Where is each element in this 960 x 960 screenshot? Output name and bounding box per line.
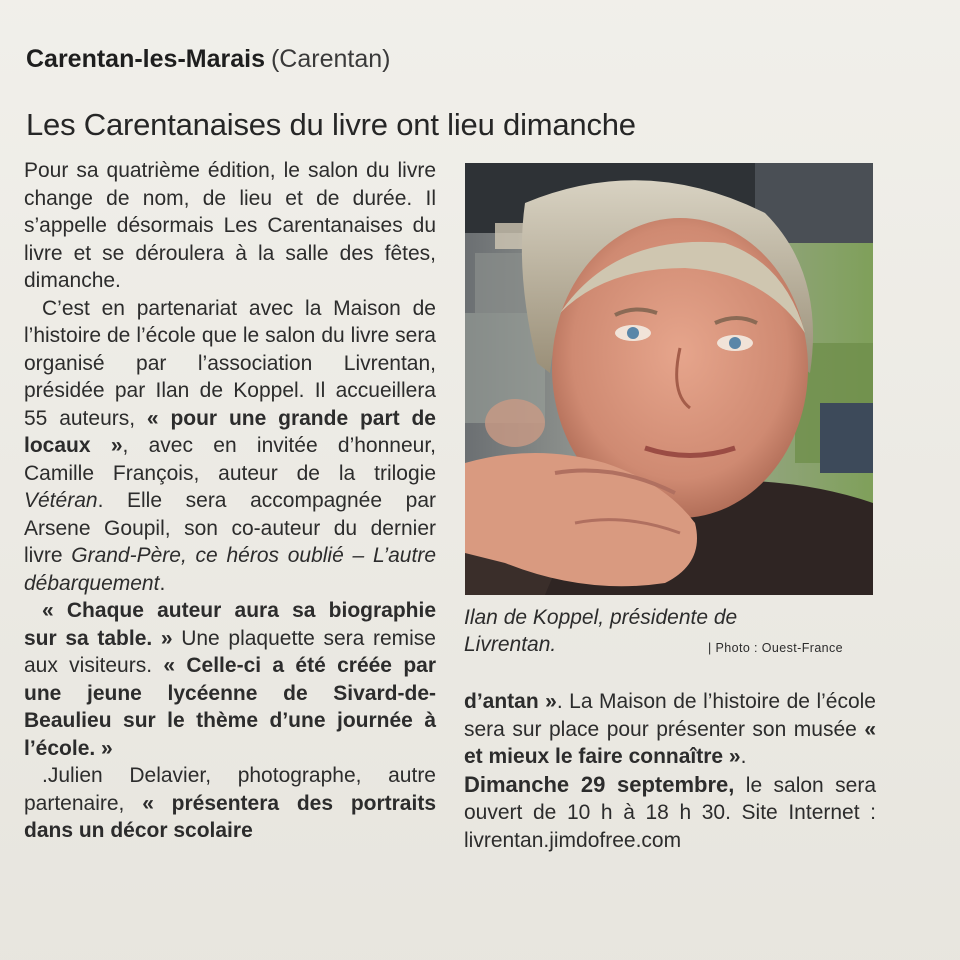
text-run: .Julien Delavier, photographe, autre partenaire,	[24, 764, 436, 815]
rubric-town: (Carentan)	[270, 45, 391, 73]
article-column-right	[464, 688, 876, 854]
quote-run: « pour une grande part de locaux »	[24, 406, 436, 457]
photo-credit: | Photo : Ouest-France	[708, 641, 844, 655]
text-run: . Elle sera accompagnée par Arsene Goupil, son co-auteur du dernier livre	[24, 489, 436, 567]
portrait-photo	[465, 163, 873, 595]
paragraph-intro: Pour sa quatrième édition, le salon du livre change de nom, de lieu et de durée. Il s’appelle désormais Les Carentanaises du livre et se déroulera à la salle des fêtes, dimanche.	[24, 159, 436, 292]
paragraph-photographer	[24, 762, 436, 845]
event-details: le salon sera ouvert de 10 h à 18 h 30. Site Internet : livrentan.jimdofree.com	[464, 773, 876, 852]
photo-caption: Ilan de Koppel, présidente de Livrentan.	[464, 606, 738, 656]
book-title: Grand-Père, ce héros oublié – L’autre débarquement	[24, 544, 436, 595]
rubric-place: Carentan-les-Marais	[26, 45, 265, 73]
paragraph-partnership	[24, 295, 436, 598]
quote-run: « Celle-ci a été créée par une jeune lycéenne de Sivard-de-Beaulieu sur le thème d’une journée à l’école. »	[24, 654, 436, 760]
book-title: Vétéran	[24, 489, 98, 512]
quote-run: « et mieux le faire connaître »	[464, 717, 876, 768]
article-column-left	[24, 157, 436, 845]
text-run: C’est en partenariat avec la Maison de l’histoire de l’école que le salon du livre sera organisé par l’association Livrentan, présidée par Ilan de Koppel. Il accueillera 55 auteurs,	[24, 296, 436, 430]
article-headline: Les Carentanaises du livre ont lieu dimanche	[26, 107, 636, 142]
quote-run: d’antan »	[464, 690, 557, 713]
quote-run: « présentera des portraits dans un décor scolaire	[24, 791, 436, 842]
quote-run: « Chaque auteur aura sa biographie sur sa table. »	[24, 599, 436, 650]
text-run: , avec en invitée d’honneur, Camille François, auteur de la trilogie	[24, 434, 436, 485]
practical-info	[464, 771, 876, 855]
paragraph-museum	[464, 688, 876, 771]
text-run: .	[159, 571, 166, 595]
text-run: .	[740, 745, 747, 768]
event-date: Dimanche 29 septembre,	[464, 771, 735, 797]
paragraph-biography	[24, 597, 436, 762]
text-run: Une plaquette sera remise aux visiteurs.	[24, 626, 436, 677]
section-rubric	[26, 44, 390, 74]
text-run: . La Maison de l’histoire de l’école sera sur place pour présenter son musée	[464, 690, 876, 741]
